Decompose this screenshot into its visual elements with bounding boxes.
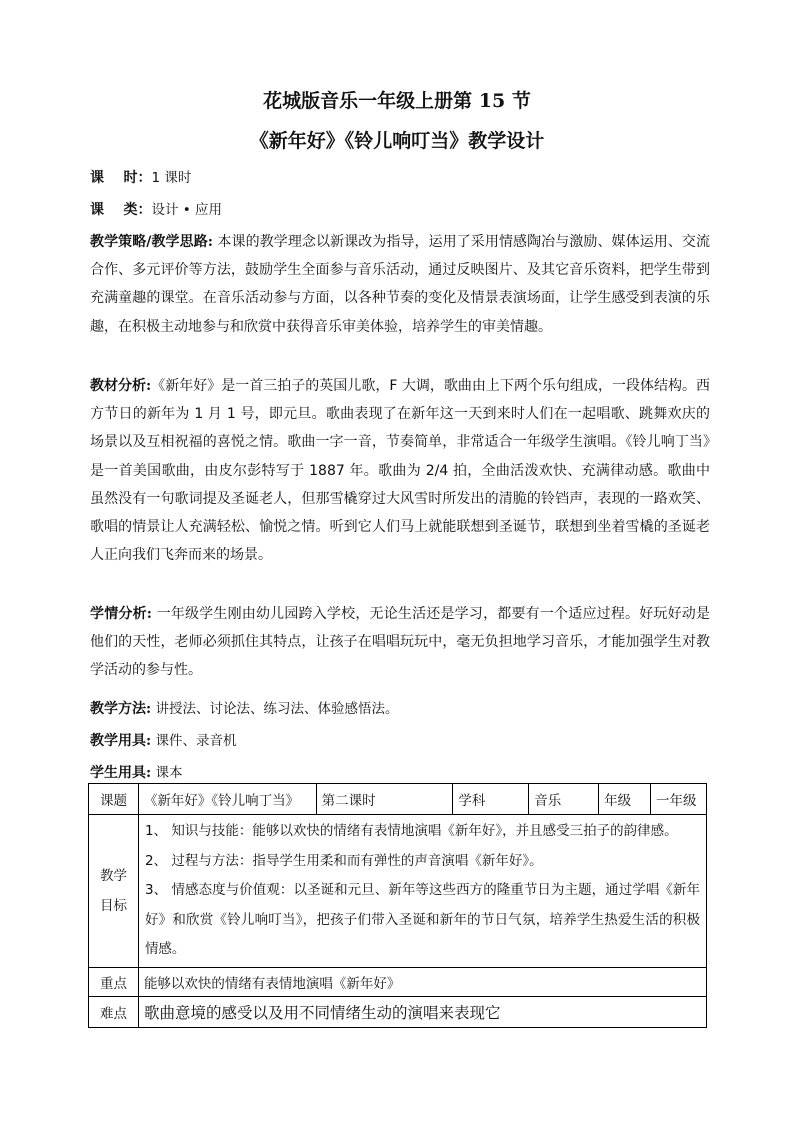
topic-value-cell: 《新年好》《铃儿响丁当》 xyxy=(138,784,316,815)
class-hours-value: 1 课时 xyxy=(151,170,192,186)
key-point-value-cell: 能够以欢快的情绪有表情地演唱《新年好》 xyxy=(138,967,706,996)
lesson-info-table xyxy=(88,783,707,1028)
teaching-tools-text: 课件、录音机 xyxy=(151,733,237,749)
material-analysis-label: 教材分析: xyxy=(90,378,152,394)
goals-label-cell xyxy=(89,815,139,968)
class-type-value: 设计 • 应用 xyxy=(151,202,223,218)
material-analysis-paragraph xyxy=(90,372,710,569)
table-row-goals xyxy=(89,815,707,968)
grade-value-cell: 一年级 xyxy=(651,784,707,815)
teaching-method-line xyxy=(90,697,398,718)
lesson-cell: 第二课时 xyxy=(316,784,453,815)
class-hours-line xyxy=(90,166,191,187)
subject-value-cell: 音乐 xyxy=(529,784,599,815)
student-analysis-paragraph xyxy=(90,600,710,685)
document-title-line1: 花城版音乐一年级上册第 15 节 xyxy=(263,90,531,112)
strategy-text: 本课的教学理念以新课改为指导，运用了采用情感陶冶与激励、媒体运用、交流合作、多元评价等方法，鼓励学生全面参与音乐活动，通过反映图片、及其它音乐资料，把学生带到充满童趣的课堂。在音乐活动参与方面，以各种节奏的变化及情景表演场面，让学生感受到表演的乐趣，在积极主动地参与和欣赏中获得音乐审美体验，培养学生的审美情趣。 xyxy=(90,234,710,335)
table-row-key-point xyxy=(89,967,707,996)
student-analysis-text: 一年级学生刚由幼儿园跨入学校，无论生活还是学习，都要有一个适应过程。好玩好动是他们的天性，老师必须抓住其特点，让孩子在唱唱玩玩中，毫无负担地学习音乐，才能加强学生对教学活动的参与性。 xyxy=(90,606,710,679)
class-hours-label: 课 时： xyxy=(90,170,152,186)
goals-label-line1: 教学 xyxy=(99,867,127,884)
goals-label-line2: 目标 xyxy=(99,897,127,914)
difficulty-value-cell: 歌曲意境的感受以及用不同情绪生动的演唱来表现它 xyxy=(138,996,706,1027)
topic-label-cell: 课题 xyxy=(89,784,139,815)
teaching-method-text: 讲授法、讨论法、练习法、体验感悟法。 xyxy=(151,701,399,717)
goal-item-1: 1、 知识与技能：能够以欢快的情绪有表情地演唱《新年好》，并且感受三拍子的韵律感。 xyxy=(144,823,678,839)
student-tools-line xyxy=(90,761,182,782)
student-tools-label: 学生用具: xyxy=(90,765,152,781)
student-tools-text: 课本 xyxy=(151,765,183,781)
material-analysis-text: 《新年好》是一首三拍子的英国儿歌，F 大调，歌曲由上下两个乐句组成，一段体结构。西方节日的新年为 1 月 1 号，即元旦。歌曲表现了在新年这一天到来时人们在一起唱歌、跳舞欢庆的场景以及互相祝福的喜悦之情。歌曲一字一音，节奏简单，非常适合一年级学生演唱。《铃儿响丁当》是一首美国歌曲，由皮尔彭特写于 1887 年。歌曲为 2/4 拍，全曲活泼欢快、充满律动感。歌曲中虽然没有一句歌词提及圣诞老人，但那雪橇穿过大风雪时所发出的清脆的铃铛声，表现的一路欢笑、歌唱的情景让人充满轻松、愉悦之情。听到它人们马上就能联想到圣诞节，联想到坐着雪橇的圣诞老人正向我们飞奔而来的场景。 xyxy=(90,378,710,564)
strategy-label: 教学策略/教学思路: xyxy=(90,234,213,250)
teaching-method-label: 教学方法: xyxy=(90,701,152,717)
teaching-tools-label: 教学用具: xyxy=(90,733,152,749)
strategy-paragraph xyxy=(90,228,710,341)
goal-item-2: 2、 过程与方法：指导学生用柔和而有弹性的声音演唱《新年好》。 xyxy=(144,852,543,869)
table-row-difficulty xyxy=(89,996,707,1027)
teaching-tools-line xyxy=(90,729,236,750)
class-type-line xyxy=(90,198,222,219)
goal-item-3: 3、 情感态度与价值观：以圣诞和元旦、新年等这些西方的隆重节日为主题，通过学唱《新年好》和欣赏《铃儿响叮当》，把孩子们带入圣诞和新年的节日气氛，培养学生热爱生活的积极情感。 xyxy=(144,882,700,957)
key-point-label-cell: 重点 xyxy=(89,967,139,996)
subject-label-cell: 学科 xyxy=(453,784,529,815)
difficulty-label-cell: 难点 xyxy=(89,996,139,1027)
student-analysis-label: 学情分析: xyxy=(90,606,152,622)
class-type-label: 课 类： xyxy=(90,202,152,218)
goals-content-cell xyxy=(138,815,706,968)
document-title-line2: 《新年好》《铃儿响叮当》教学设计 xyxy=(249,130,545,152)
grade-label-cell: 年级 xyxy=(599,784,651,815)
table-row-topic xyxy=(89,784,707,815)
